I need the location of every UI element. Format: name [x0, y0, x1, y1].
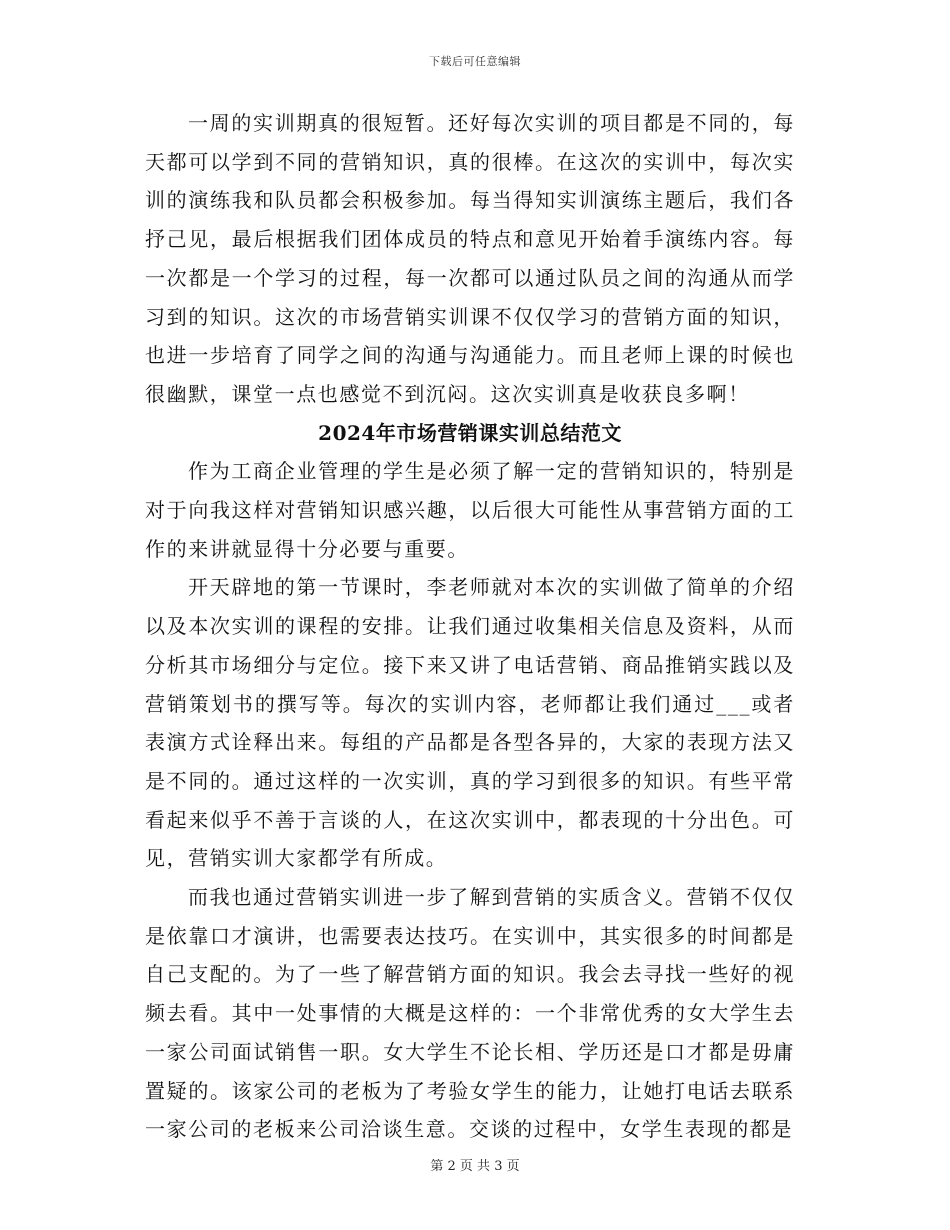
- page-number-footer: 第 2 页 共 3 页: [430, 1159, 520, 1174]
- paragraph-reflection: 一周的实训期真的很短暂。还好每次实训的项目都是不同的，每天都可以学到不同的营销知识，真的很棒。在这次的实训中，每次实训的演练我和队员都会积极参加。每当得知实训演练主题后，我们各抒己见，最后根据我们团体成员的特点和意见开始着手演练内容。每一次都是一个学习的过程，每一次都可以通过队员之间的沟通从而学习到的知识。这次的市场营销实训课不仅仅学习的营销方面的知识，也进一步培育了同学之间的沟通与沟通能力。而且老师上课的时候也很幽默，课堂一点也感觉不到沉闷。这次实训真是收获良多啊！: [145, 111, 795, 406]
- paragraph-intro: 作为工商企业管理的学生是必须了解一定的营销知识的，特别是对于向我这样对营销知识感兴趣，以后很大可能性从事营销方面的工作的来讲就显得十分必要与重要。: [145, 459, 795, 561]
- paragraph-marketing-meaning: 而我也通过营销实训进一步了解到营销的实质含义。营销不仅仅是依靠口才演讲，也需要表达技巧。在实训中，其实很多的时间都是自己支配的。为了一些了解营销方面的知识。我会去寻找一些好的视频去看。其中一处事情的大概是这样的：一个非常优秀的女大学生去一家公司面试销售一职。女大学生不论长相、学历还是口才都是毋庸置疑的。该家公司的老板为了考验女学生的能力，让她打电话去联系一家公司的老板来公司洽谈生意。交谈的过程中，女学生表现的都是: [145, 885, 795, 1142]
- document-body: [145, 104, 795, 1149]
- paragraph-first-class: 开天辟地的第一节课时，李老师就对本次的实训做了简单的介绍以及本次实训的课程的安排。让我们通过收集相关信息及资料，从而分析其市场细分与定位。接下来又讲了电话营销、商品推销实践以及营销策划书的撰写等。每次的实训内容，老师都让我们通过___或者表演方式诠释出来。每组的产品都是各型各异的，大家的表现方法又是不同的。通过这样的一次实训，真的学习到很多的知识。有些平常看起来似乎不善于言谈的人，在这次实训中，都表现的十分出色。可见，营销实训大家都学有所成。: [145, 575, 795, 871]
- page-header: 下载后可任意编辑: [429, 55, 521, 68]
- section-title: 2024年市场营销课实训总结范文: [318, 420, 622, 445]
